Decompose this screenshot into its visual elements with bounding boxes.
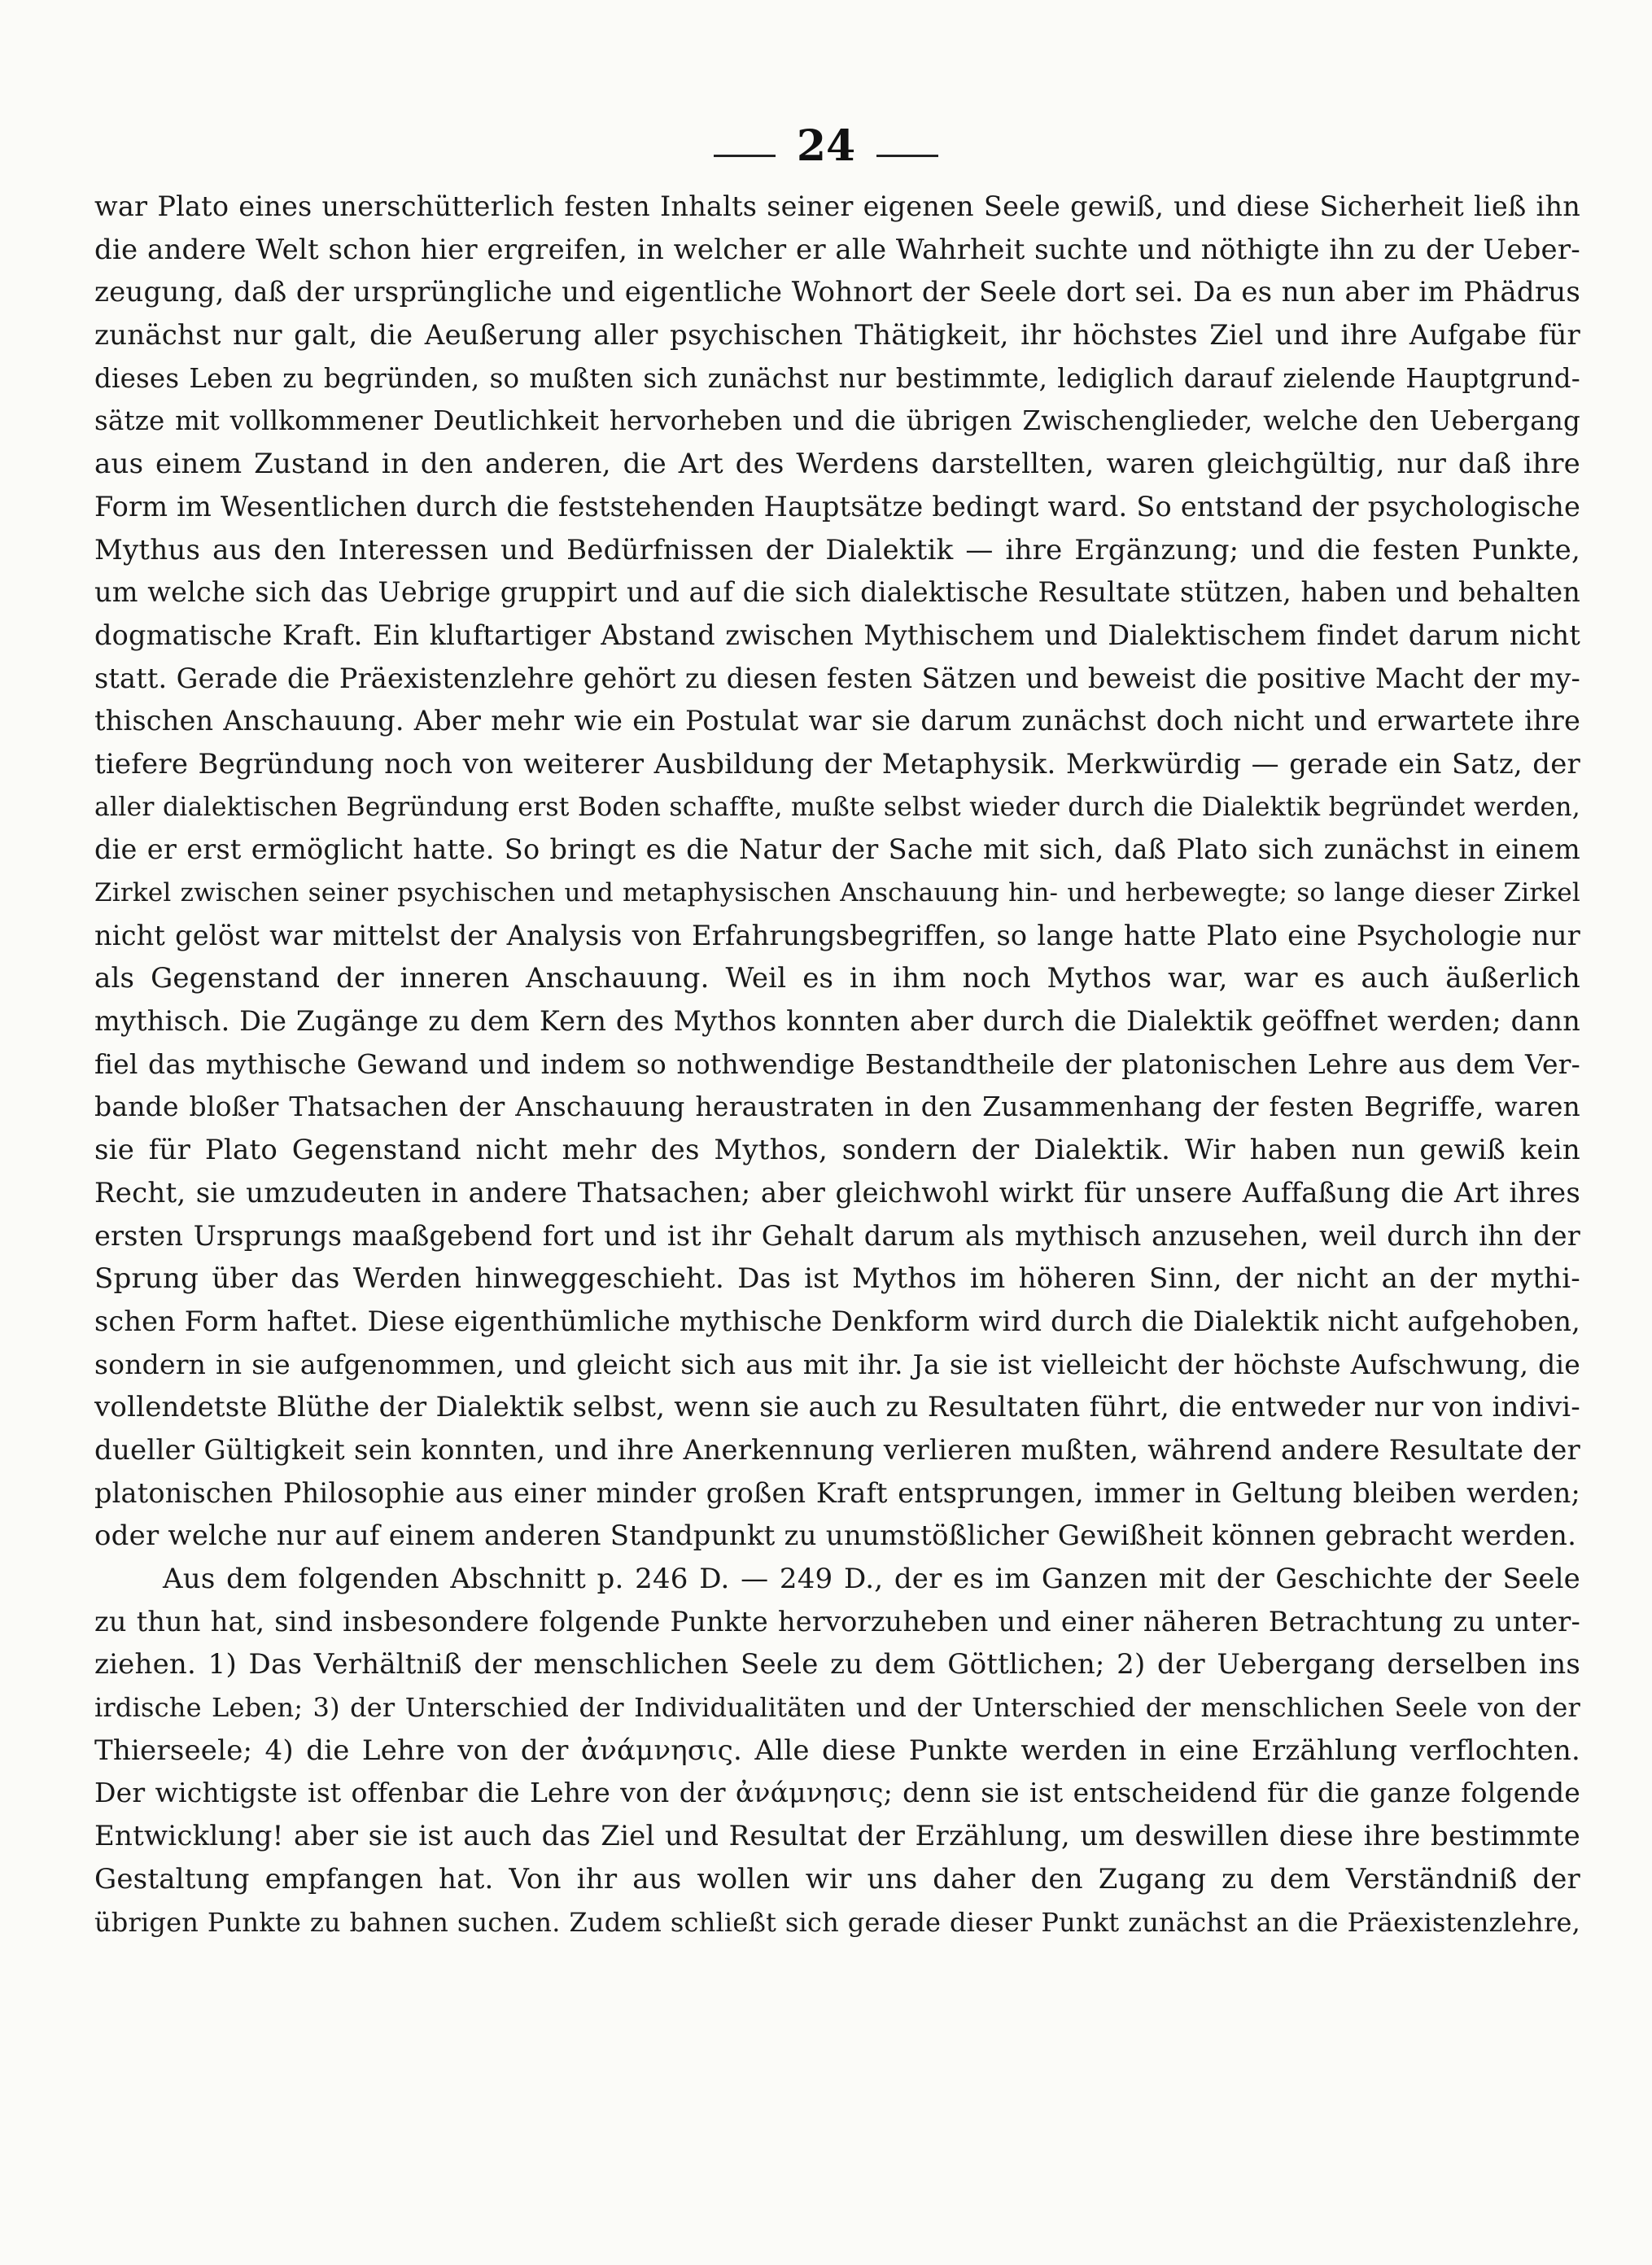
- text-line: irdische Leben; 3) der Unterschied der Individualitäten und der Unterschied der menschlichen Seele von der: [94, 1692, 1580, 1724]
- text-line: nicht gelöst war mittelst der Analysis von Erfahrungsbegriffen, so lange hatte Plato eine Psychologie nur: [94, 919, 1580, 951]
- text-line: zunächst nur galt, die Aeußerung aller psychischen Thätigkeit, ihr höchstes Ziel und ihre Aufgabe für: [94, 319, 1580, 352]
- text-line: ersten Ursprungs maaßgebend fort und ist ihr Gehalt darum als mythisch anzusehen, weil durch ihn der: [94, 1219, 1580, 1252]
- left-rule: [714, 155, 776, 157]
- text-line: sätze mit vollkommener Deutlichkeit hervorheben und die übrigen Zwischenglieder, welche den Uebergang: [94, 405, 1580, 437]
- text-line: aller dialektischen Begründung erst Boden schaffte, mußte selbst wieder durch die Dialektik begründet werden,: [94, 792, 1580, 822]
- text-line: Mythus aus den Interessen und Bedürfnissen der Dialektik — ihre Ergänzung; und die festen Punkte,: [94, 533, 1580, 566]
- text-line: Aus dem folgenden Abschnitt p. 246 D. — 249 D., der es im Ganzen mit der Geschichte der Seele: [163, 1563, 1580, 1595]
- text-line: dieses Leben zu begründen, so mußten sich zunächst nur bestimmte, lediglich darauf zielende Hauptgrund-: [94, 362, 1580, 394]
- body-text: [94, 186, 1580, 1944]
- text-line: als Gegenstand der inneren Anschauung. Weil es in ihm noch Mythos war, war es auch äußerlich: [94, 962, 1580, 995]
- text-line: tiefere Begründung noch von weiterer Ausbildung der Metaphysik. Merkwürdig — gerade ein Satz, der: [94, 747, 1580, 781]
- text-line: aus einem Zustand in den anderen, die Art des Werdens darstellten, waren gleichgültig, nur daß ihre: [94, 448, 1580, 481]
- text-line: Entwicklung! aber sie ist auch das Ziel und Resultat der Erzählung, um deswillen diese ihre bestimmte: [94, 1820, 1580, 1853]
- text-line: sondern in sie aufgenommen, und gleicht sich aus mit ihr. Ja sie ist vielleicht der höchste Aufschwung, die: [94, 1348, 1580, 1380]
- text-line: platonischen Philosophie aus einer minder großen Kraft entsprungen, immer in Geltung bleiben werden;: [94, 1476, 1580, 1509]
- text-line: die er erst ermöglicht hatte. So bringt es die Natur der Sache mit sich, daß Plato sich zunächst in einem: [94, 833, 1580, 866]
- text-line: um welche sich das Uebrige gruppirt und auf die sich dialektische Resultate stützen, haben und behalten: [94, 576, 1580, 609]
- text-line: schen Form haftet. Diese eigenthümliche mythische Denkform wird durch die Dialektik nicht aufgehoben,: [94, 1305, 1580, 1337]
- text-line: thischen Anschauung. Aber mehr wie ein Postulat war sie darum zunächst doch nicht und erwartete ihre: [94, 705, 1580, 737]
- text-line: Form im Wesentlichen durch die feststehenden Hauptsätze bedingt ward. So entstand der psychologische: [94, 490, 1580, 523]
- text-line: statt. Gerade die Präexistenzlehre gehört zu diesen festen Sätzen und beweist die positive Macht der my-: [94, 662, 1580, 694]
- text-line: oder welche nur auf einem anderen Standpunkt zu unumstößlicher Gewißheit können gebracht werden.: [94, 1519, 1577, 1553]
- text-line: dogmatische Kraft. Ein kluftartiger Abstand zwischen Mythischem und Dialektischem findet darum nicht: [94, 619, 1580, 651]
- text-line: vollendetste Blüthe der Dialektik selbst, wenn sie auch zu Resultaten führt, die entweder nur von indivi-: [94, 1391, 1580, 1424]
- text-line: dueller Gültigkeit sein konnten, und ihre Anerkennung verlieren mußten, während andere Resultate der: [94, 1433, 1580, 1467]
- text-line: Recht, sie umzudeuten in andere Thatsachen; aber gleichwohl wirkt für unsere Auffaßung die Art ihres: [94, 1176, 1580, 1209]
- text-line: Thierseele; 4) die Lehre von der ἀνάμνησις. Alle diese Punkte werden in eine Erzählung verflochten.: [94, 1734, 1580, 1767]
- text-line: Zirkel zwischen seiner psychischen und metaphysischen Anschauung hin- und herbewegte; so lange dieser Zirkel: [94, 878, 1580, 907]
- page-header: [0, 122, 1652, 171]
- text-line: zeugung, daß der ursprüngliche und eigentliche Wohnort der Seele dort sei. Da es nun aber im Phädrus: [94, 276, 1580, 309]
- text-line: Gestaltung empfangen hat. Von ihr aus wollen wir uns daher den Zugang zu dem Verständniß der: [94, 1862, 1580, 1896]
- text-line: übrigen Punkte zu bahnen suchen. Zudem schließt sich gerade dieser Punkt zunächst an die Präexistenzlehre,: [94, 1906, 1580, 1938]
- text-line: sie für Plato Gegenstand nicht mehr des Mythos, sondern der Dialektik. Wir haben nun gewiß kein: [94, 1134, 1580, 1167]
- text-line: bande bloßer Thatsachen der Anschauung heraustraten in den Zusammenhang der festen Begriffe, waren: [94, 1091, 1580, 1123]
- text-line: war Plato eines unerschütterlich festen Inhalts seiner eigenen Seele gewiß, und diese Sicherheit ließ ihn: [94, 190, 1580, 222]
- text-line: ziehen. 1) Das Verhältniß der menschlichen Seele zu dem Göttlichen; 2) der Uebergang derselben ins: [94, 1648, 1580, 1681]
- text-line: die andere Welt schon hier ergreifen, in welcher er alle Wahrheit suchte und nöthigte ihn zu der Ueber-: [94, 233, 1580, 266]
- text-line: Sprung über das Werden hinweggeschieht. Das ist Mythos im höheren Sinn, der nicht an der mythi-: [94, 1262, 1580, 1296]
- text-line: fiel das mythische Gewand und indem so nothwendige Bestandtheile der platonischen Lehre aus dem Ver-: [94, 1047, 1580, 1080]
- text-line: Der wichtigste ist offenbar die Lehre von der ἀνάμνησις; denn sie ist entscheidend für die ganze folgende: [94, 1777, 1580, 1809]
- text-line: zu thun hat, sind insbesondere folgende Punkte hervorzuheben und einer näheren Betrachtung zu unter-: [94, 1605, 1580, 1638]
- text-line: mythisch. Die Zugänge zu dem Kern des Mythos konnten aber durch die Dialektik geöffnet werden; dann: [94, 1005, 1580, 1038]
- page-number: 24: [796, 121, 856, 171]
- right-rule: [876, 155, 938, 157]
